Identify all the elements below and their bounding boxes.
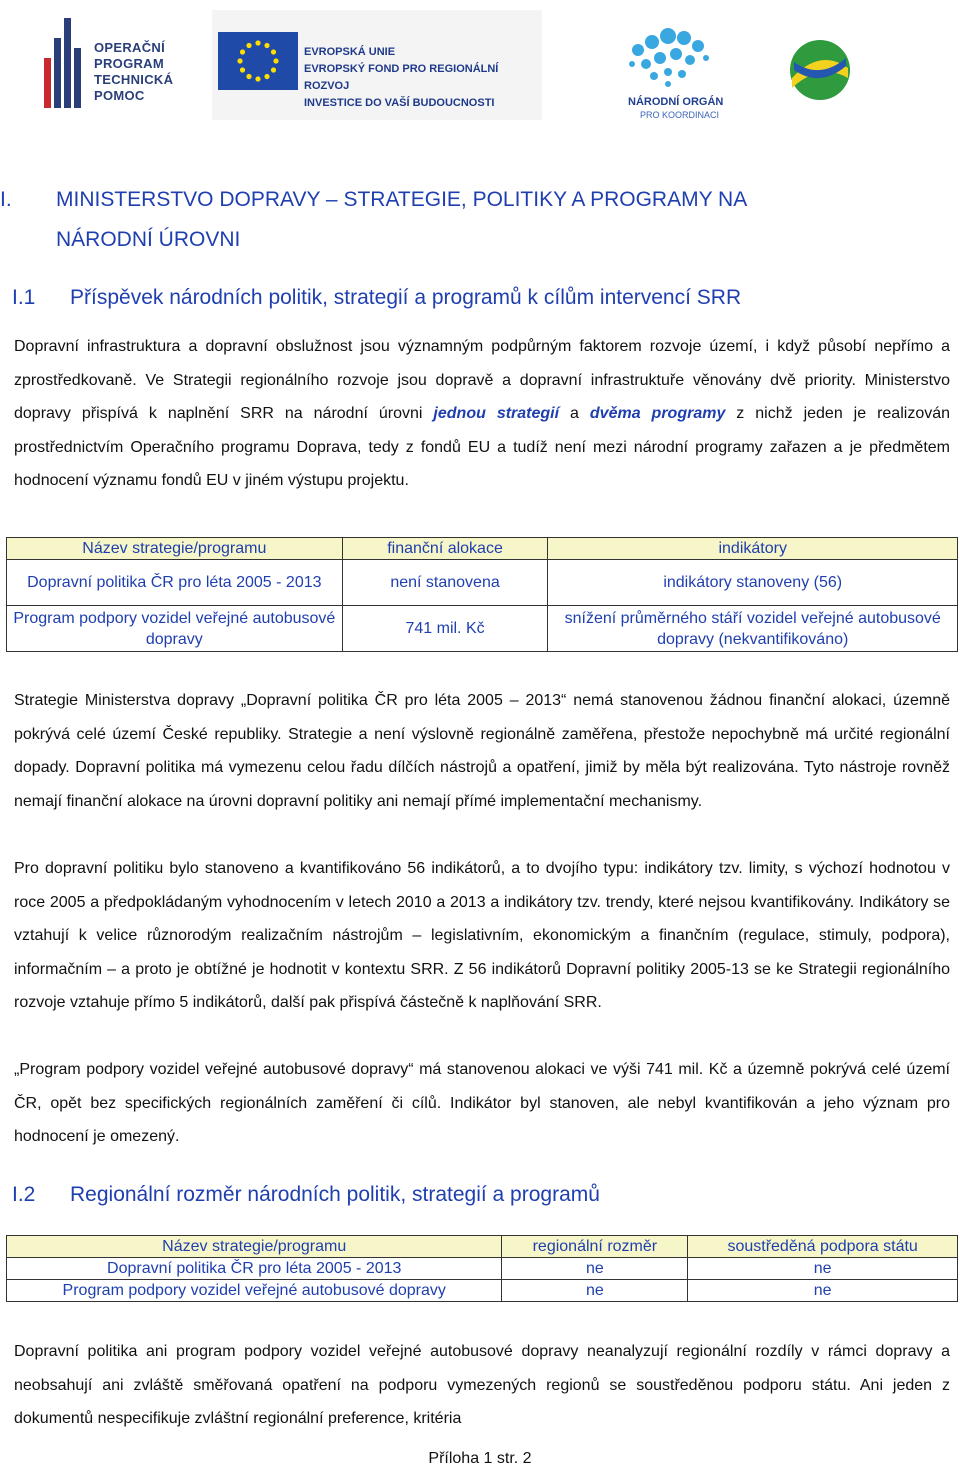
table-header: finanční alokace <box>342 538 548 560</box>
section-number: I. <box>0 188 12 211</box>
table-cell: 741 mil. Kč <box>342 606 548 652</box>
table-cell: ne <box>502 1280 688 1302</box>
table-cell: Dopravní politika ČR pro léta 2005 - 2013 <box>7 1258 502 1280</box>
eu-line: EVROPSKÝ FOND PRO REGIONÁLNÍ ROZVOJ <box>304 63 499 92</box>
table-header-row <box>7 1236 958 1258</box>
subsection-title: Příspěvek národních politik, strategií a programů k cílům intervencí SRR <box>70 286 742 309</box>
table-cell: ne <box>688 1280 958 1302</box>
subsection-title: Regionální rozměr národních politik, strategií a programů <box>70 1183 600 1206</box>
table-header: soustředěná podpora státu <box>688 1236 958 1258</box>
optp-bars-icon <box>44 18 84 108</box>
nok-dots-icon <box>626 20 716 92</box>
table-header: indikátory <box>548 538 958 560</box>
table-cell: indikátory stanoveny (56) <box>548 560 958 606</box>
text-run: z nichž jeden je realizován prostřednictvím Operačního programu Doprava, tedy z fondů EU a tudíž není mezi národní programy zařazen a je předmětem hodnocení významu fondů EU v jiném výstupu projektu. <box>14 405 951 489</box>
eu-line: INVESTICE DO VAŠÍ BUDOUCNOSTI <box>304 97 495 109</box>
mmr-logo <box>760 18 880 118</box>
table-cell: Dopravní politika ČR pro léta 2005 - 2013 <box>7 560 343 606</box>
paragraph: Strategie Ministerstva dopravy „Dopravní politika ČR pro léta 2005 – 2013“ nemá stanovenou žádnou finanční alokaci, územně pokrývá celé území České republiky. Strategie a není výslovně regionálně zaměřena, přestože nepochybně má určité regionální dopady. Dopravní politika má vymezenu celou řadu dílčích nástrojů a opatření, jimiž by měla být realizována. Tyto nástroje rovněž nemají finanční alokace na úrovni dopravní politiky ani nemají přímé implementační mechanismy. <box>14 692 950 810</box>
table-header: Název strategie/programu <box>7 1236 502 1258</box>
emphasis: jednou strategií <box>433 405 560 422</box>
table-row <box>7 606 958 652</box>
optp-line: OPERAČNÍ <box>94 40 166 55</box>
mmr-emblem-icon <box>760 18 880 118</box>
subsection-number: I.1 <box>12 286 36 309</box>
optp-line: POMOC <box>94 88 145 103</box>
logo-strip <box>0 0 960 130</box>
section-title-line1: MINISTERSTVO DOPRAVY – STRATEGIE, POLITIKY A PROGRAMY NA <box>56 188 748 211</box>
table-cell: ne <box>688 1258 958 1280</box>
table-cell: Program podpory vozidel veřejné autobusové dopravy <box>7 1280 502 1302</box>
table-cell: snížení průměrného stáří vozidel veřejné autobusové dopravy (nekvantifikováno) <box>548 606 958 652</box>
nok-subtitle: PRO KOORDINACI <box>640 110 720 120</box>
nok-title: NÁRODNÍ ORGÁN <box>628 96 724 108</box>
regional-table <box>6 1235 958 1302</box>
subsection-number: I.2 <box>12 1183 36 1206</box>
eu-line: EVROPSKÁ UNIE <box>304 46 396 58</box>
eu-flag-icon <box>218 22 298 102</box>
table-row <box>7 1258 958 1280</box>
paragraph: „Program podpory vozidel veřejné autobusové dopravy“ má stanovenou alokaci ve výši 741 mil. Kč a územně pokrývá celé území ČR, opět bez specifických regionálních zaměření či cílů. Indikátor byl stanoven, ale nebyl kvantifikován a jeho význam pro hodnocení je omezený. <box>14 1061 950 1145</box>
table-cell: není stanovena <box>342 560 548 606</box>
paragraph <box>14 330 950 498</box>
optp-line: PROGRAM <box>94 56 164 71</box>
section-title-line2: NÁRODNÍ ÚROVNI <box>56 228 241 251</box>
nok-logo <box>598 20 738 120</box>
table-row <box>7 560 958 606</box>
strategy-table <box>6 537 958 652</box>
optp-line: TECHNICKÁ <box>94 72 174 87</box>
text-run: a <box>559 405 590 422</box>
page-footer: Příloha 1 str. 2 <box>428 1450 532 1467</box>
table-header: Název strategie/programu <box>7 538 343 560</box>
table-header: regionální rozměr <box>502 1236 688 1258</box>
table-header-row <box>7 538 958 560</box>
eu-logo <box>212 10 542 120</box>
optp-logo <box>44 18 204 108</box>
text-run: Dopravní infrastruktura a dopravní obslužnost jsou významným podpůrným faktorem rozvoje území, i když působí nepřímo a zprostředkovaně. Ve Strategii regionálního rozvoje jsou dopravě a dopravní infrastruktuře věnovány dvě priority. Ministerstvo dopravy přispívá k naplnění SRR na národní úrovni <box>14 338 950 422</box>
table-row <box>7 1280 958 1302</box>
table-cell: Program podpory vozidel veřejné autobusové dopravy <box>7 606 343 652</box>
paragraph: Dopravní politika ani program podpory vozidel veřejné autobusové dopravy neanalyzují regionální rozdíly v rámci dopravy a neobsahují ani zvláště směřovaná opatření na podporu vymezených regionů se soustředěnou podporu státu. Ani jeden z dokumentů nespecifikuje zvláštní regionální preference, kritéria <box>14 1343 950 1427</box>
paragraph: Pro dopravní politiku bylo stanoveno a kvantifikováno 56 indikátorů, a to dvojího typu: indikátory tzv. limity, s výchozí hodnotou v roce 2005 a předpokládaným vyhodnocením v letech 2010 a 2013 a indikátory tzv. trendy, které nejsou kvantifikovány. Indikátory se vztahují k velice různorodým realizačním nástrojům – legislativním, ekonomickým a finančním (regulace, stimuly, podpora), informačním – a proto je obtížné je hodnotit v kontextu SRR. Z 56 indikátorů Dopravní politiky 2005-13 se ke Strategii regionálního rozvoje vztahuje přímo 5 indikátorů, další pak přispívá částečně k naplňování SRR. <box>14 860 950 1011</box>
emphasis: dvěma programy <box>589 405 726 422</box>
table-cell: ne <box>502 1258 688 1280</box>
